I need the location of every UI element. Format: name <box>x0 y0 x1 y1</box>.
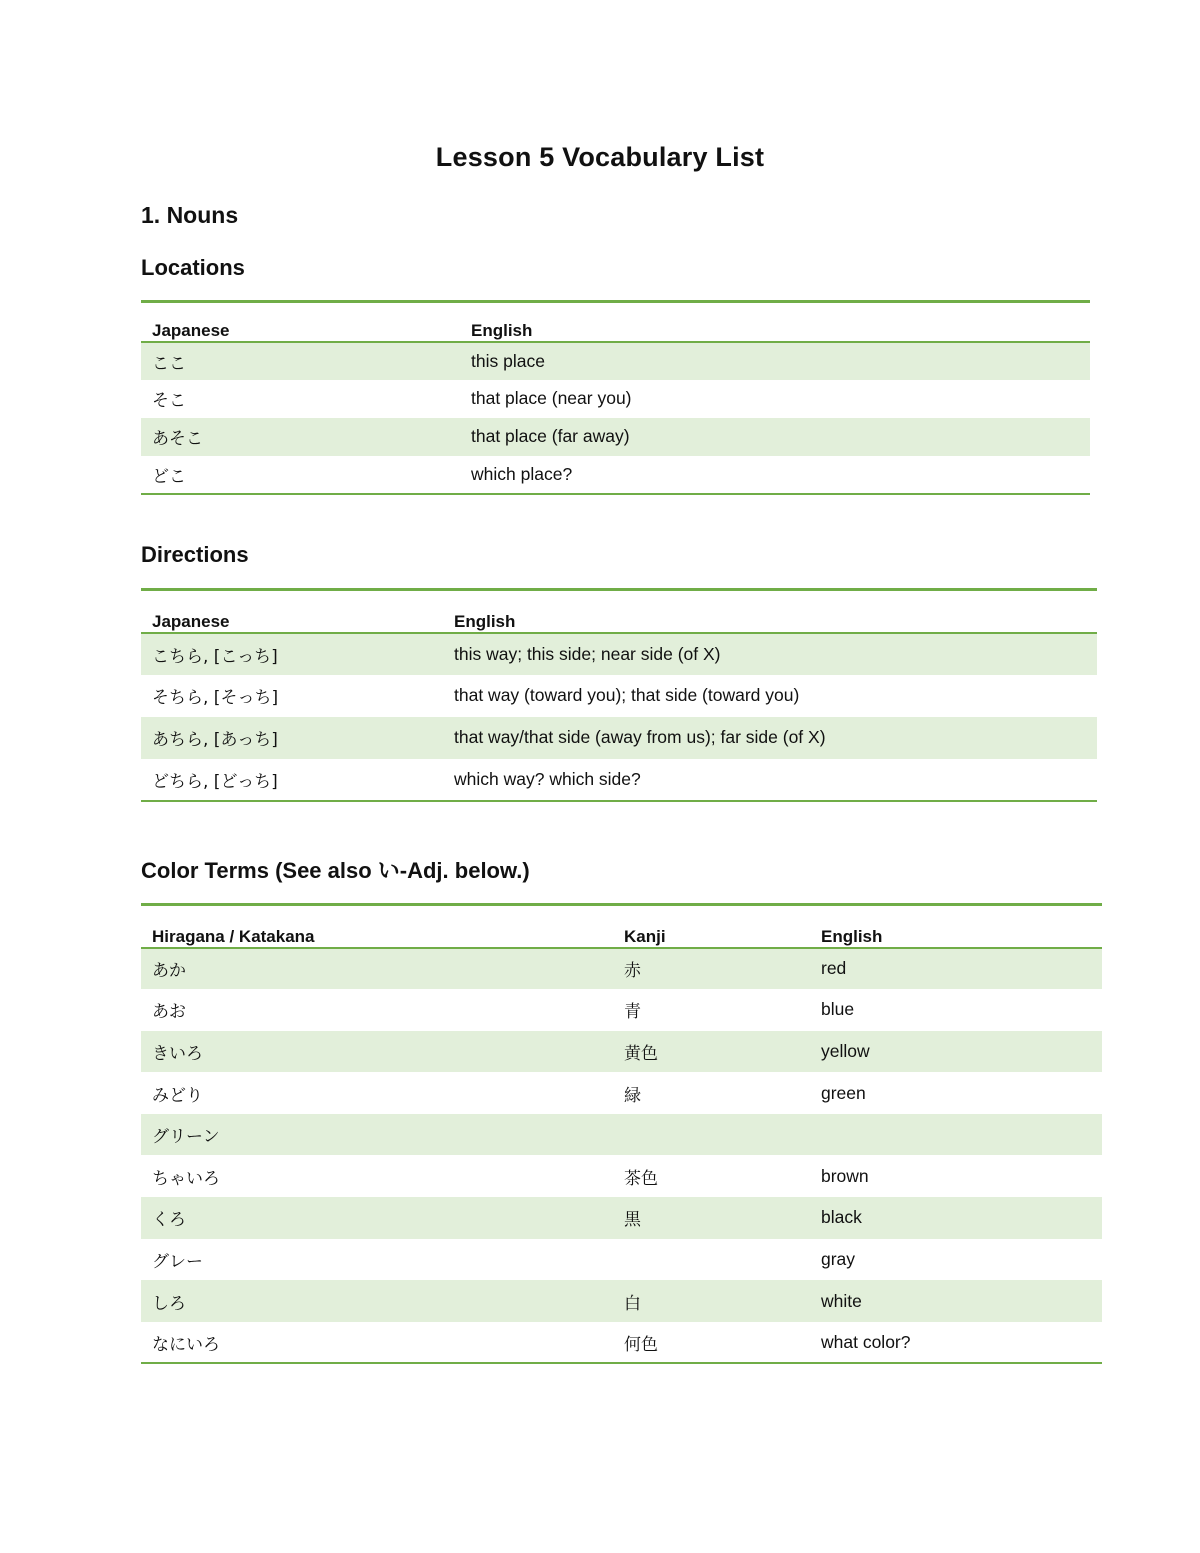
column-header-kana: Hiragana / Katakana <box>141 905 613 948</box>
cell-kanji: 赤 <box>613 948 810 990</box>
table-row <box>141 1280 1102 1322</box>
directions-heading: Directions <box>141 542 249 567</box>
cell-japanese: そこ <box>152 391 186 411</box>
cell-kana: あお <box>152 1002 186 1023</box>
cell-english: red <box>810 948 1102 990</box>
cell-kanji <box>613 1239 810 1281</box>
cell-kana: グリーン <box>141 1114 613 1156</box>
cell-kanji: 黒 <box>613 1197 810 1239</box>
cell-english: gray <box>821 1248 856 1269</box>
table-row <box>141 1155 1102 1197</box>
cell-english: blue <box>821 999 855 1020</box>
cell-kana: みどり <box>152 1085 203 1106</box>
column-header-english: English <box>810 905 1102 948</box>
cell-english: white <box>810 1280 1102 1322</box>
table-row <box>141 989 1102 1031</box>
cell-english: brown <box>821 1165 869 1186</box>
cell-kana: あか <box>141 948 613 990</box>
color-terms-table <box>141 903 1102 1364</box>
section-heading-nouns: 1. Nouns <box>141 202 239 228</box>
cell-kana: きいろ <box>141 1031 613 1073</box>
cell-japanese: あそこ <box>141 418 460 456</box>
column-header-english: English <box>460 302 1090 342</box>
cell-kanji: 茶色 <box>624 1168 658 1189</box>
cell-japanese: どこ <box>152 466 186 487</box>
cell-kanji: 何色 <box>624 1334 658 1355</box>
table-row <box>141 456 1090 494</box>
cell-kanji: 青 <box>624 1002 641 1023</box>
cell-kanji: 緑 <box>624 1085 641 1106</box>
table-row <box>141 1072 1102 1114</box>
cell-english: black <box>810 1197 1102 1239</box>
table-row <box>141 717 1097 759</box>
color-terms-heading: Color Terms (See also い-Adj. below.) <box>141 858 530 883</box>
locations-table <box>141 300 1090 495</box>
table-row <box>141 1239 1102 1281</box>
column-header-kanji: Kanji <box>613 905 810 948</box>
table-row <box>141 948 1102 990</box>
table-row <box>141 1031 1102 1073</box>
cell-japanese: ここ <box>141 342 460 380</box>
cell-kanji <box>613 1114 810 1156</box>
cell-english: which way? which side? <box>454 768 641 789</box>
cell-english: yellow <box>810 1031 1102 1073</box>
cell-english: what color? <box>821 1331 911 1352</box>
cell-english: that place (far away) <box>460 418 1090 456</box>
table-row <box>141 1322 1102 1364</box>
table-row <box>141 380 1090 418</box>
cell-kana: なにいろ <box>152 1334 220 1355</box>
cell-english: that place (near you) <box>471 388 632 408</box>
cell-kana: グレー <box>152 1251 203 1272</box>
locations-heading: Locations <box>141 255 245 280</box>
cell-english: this way; this side; near side (of X) <box>443 633 1097 675</box>
cell-kanji: 白 <box>613 1280 810 1322</box>
cell-kana: しろ <box>141 1280 613 1322</box>
cell-english <box>810 1114 1102 1156</box>
cell-kanji: 黄色 <box>613 1031 810 1073</box>
directions-table <box>141 588 1097 802</box>
table-row <box>141 1197 1102 1239</box>
cell-english: this place <box>460 342 1090 380</box>
cell-kana: ちゃいろ <box>152 1168 220 1189</box>
cell-english: that way (toward you); that side (toward you) <box>454 685 800 705</box>
cell-japanese: こちら, [こっち] <box>141 633 443 675</box>
cell-kana: くろ <box>141 1197 613 1239</box>
table-row <box>141 759 1097 801</box>
table-row <box>141 675 1097 717</box>
table-row <box>141 418 1090 456</box>
table-row <box>141 1114 1102 1156</box>
page-title: Lesson 5 Vocabulary List <box>435 142 765 172</box>
column-header-english: English <box>443 590 1097 633</box>
cell-english: that way/that side (away from us); far side (of X) <box>443 717 1097 759</box>
cell-japanese: そちら, [そっち] <box>152 688 279 708</box>
cell-english: which place? <box>471 463 573 484</box>
cell-japanese: どちら, [どっち] <box>152 771 278 792</box>
column-header-japanese: Japanese <box>141 302 460 342</box>
cell-english: green <box>821 1082 866 1103</box>
table-row <box>141 342 1090 380</box>
cell-japanese: あちら, [あっち] <box>141 717 443 759</box>
column-header-japanese: Japanese <box>141 590 443 633</box>
table-row <box>141 633 1097 675</box>
